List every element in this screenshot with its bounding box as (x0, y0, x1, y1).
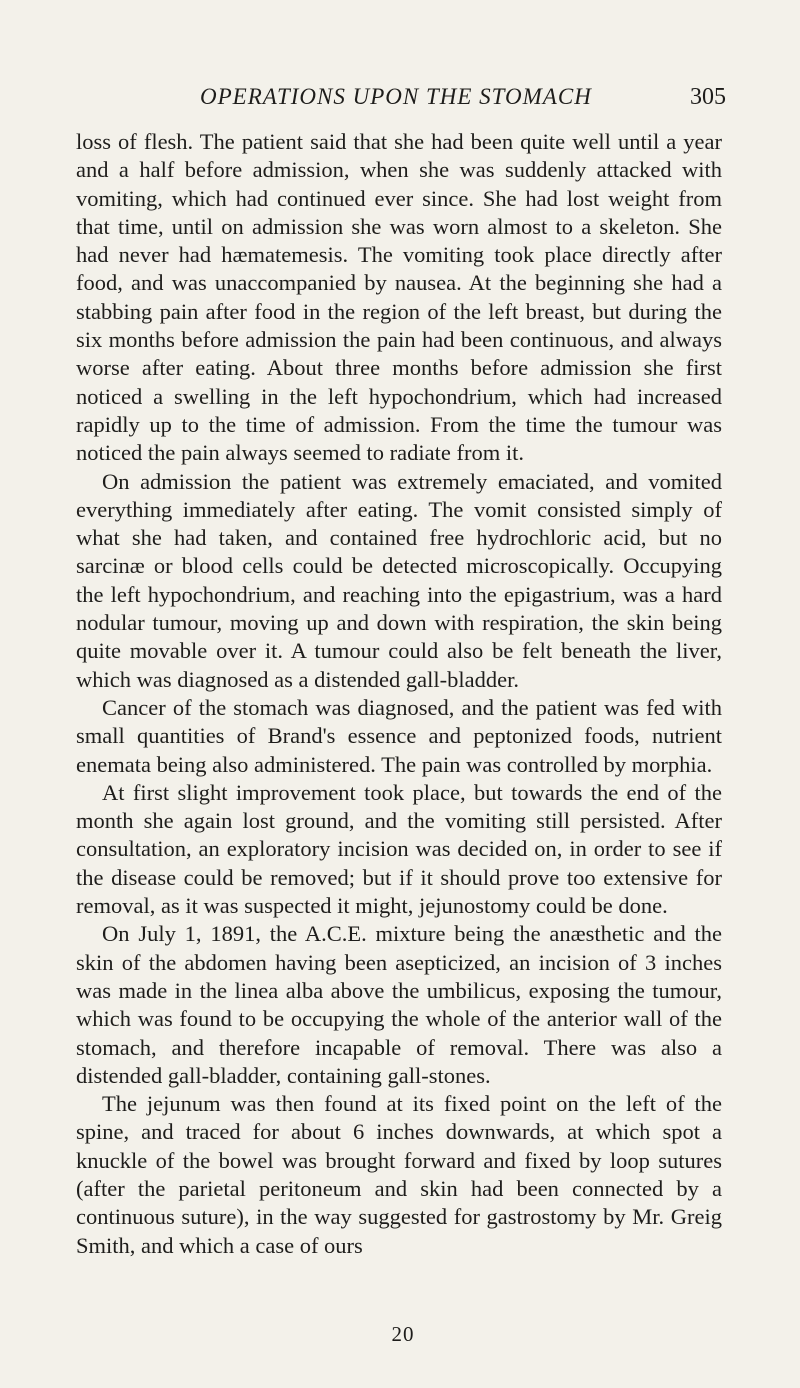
page-number: 305 (690, 84, 726, 110)
running-head: OPERATIONS UPON THE STOMACH (200, 84, 592, 109)
body-text (76, 128, 722, 1260)
page-header (0, 78, 800, 114)
paragraph: The jejunum was then found at its fixed point on the left of the spine, and traced for about 6 inches downwards, at which spot a knuckle of the bowel was brought forward and fixed by loop sutures (after the parietal peritoneum and skin had been connected by a continuous suture), in the way suggested for gastrostomy by Mr. Greig Smith, and which a case of ours (76, 1091, 722, 1258)
signature-mark (0, 1322, 800, 1347)
paragraph: Cancer of the stomach was diagnosed, and the patient was fed with small quantities of Brand's essence and peptonized foods, nutrient enemata being also administered. The pain was controlled by morphia. (76, 694, 722, 777)
paragraph: At first slight improvement took place, but towards the end of the month she again lost ground, and the vomiting still persisted. After consultation, an exploratory incision was decided on, in order to see if the disease could be removed; but if it should prove too extensive for removal, as it was suspected it might, jejunostomy could be done. (76, 779, 722, 919)
signature-mark-text: 20 (391, 1322, 415, 1346)
paragraph: On admission the patient was extremely emaciated, and vomited everything immediately after eating. The vomit consisted simply of what she had taken, and contained free hydrochloric acid, but no sarcinæ or blood cells could be detected microscopically. Occupying the left hypochondrium, and reaching into the epigastrium, was a hard nodular tumour, moving up and down with respiration, the skin being quite movable over it. A tumour could also be felt beneath the liver, which was diagnosed as a distended gall-bladder. (76, 468, 722, 692)
paragraph: loss of flesh. The patient said that she had been quite well until a year and a half before admission, when she was suddenly attacked with vomiting, which had continued ever since. She had lost weight from that time, until on admission she was worn almost to a skeleton. She had never had hæmatemesis. The vomiting took place directly after food, and was unaccompanied by nausea. At the beginning she had a stabbing pain after food in the region of the left breast, but during the six months before admission the pain had been continuous, and always worse after eating. About three months before admission she first noticed a swelling in the left hypochondrium, which had increased rapidly up to the time of admission. From the time the tumour was noticed the pain always seemed to radiate from it. (76, 129, 722, 466)
paragraph: On July 1, 1891, the A.C.E. mixture being the anæsthetic and the skin of the abdomen having been asepticized, an incision of 3 inches was made in the linea alba above the umbilicus, exposing the tumour, which was found to be occupying the whole of the anterior wall of the stomach, and therefore incapable of removal. There was also a distended gall-bladder, containing gall-stones. (76, 921, 722, 1088)
